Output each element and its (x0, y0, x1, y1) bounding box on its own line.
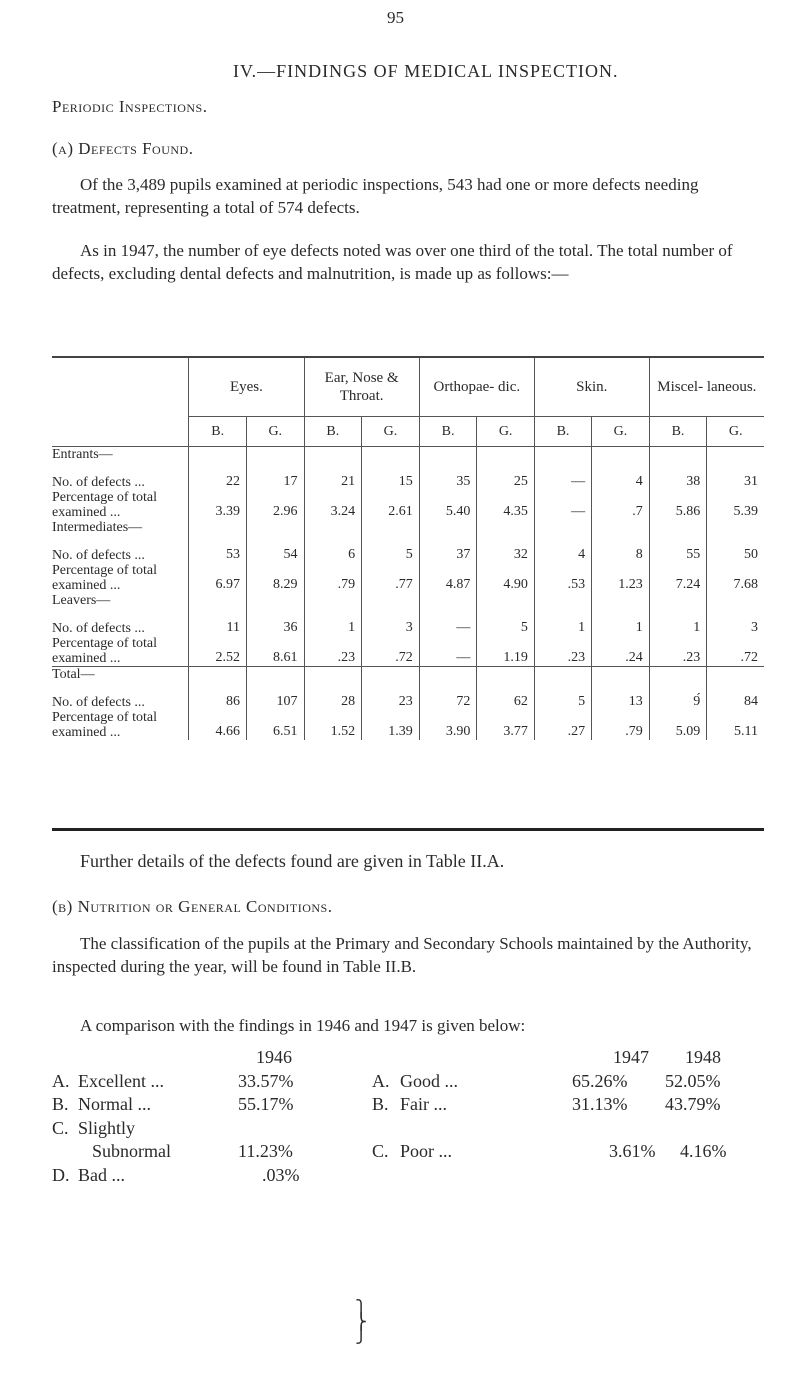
cell-value: 1 (649, 608, 707, 636)
comparison-value-1948: 52.05% (665, 1071, 721, 1091)
cell-value: .72 (362, 636, 420, 667)
cell-value: 53 (189, 535, 247, 563)
cell-value: 50 (744, 547, 758, 562)
comparison-letter: A. (52, 1071, 70, 1091)
table-group-header-row (52, 358, 764, 417)
cell-value: 54 (246, 535, 304, 563)
paragraph-comparison: A comparison with the findings in 1946 and 1947 is given below: (80, 1016, 526, 1035)
row-label: Percentage of total examined ... (52, 490, 189, 520)
cell-value: 1 (534, 608, 591, 636)
section-a-title: (a) Defects Found. (52, 139, 194, 158)
cell-value: 5 (534, 682, 591, 710)
cell-value: 107 (246, 682, 304, 710)
comparison-label: Slightly (78, 1118, 136, 1138)
cell-value: 8.61 (246, 636, 304, 667)
cell-value: .79 (592, 710, 650, 740)
cell-value: 23 (362, 682, 420, 710)
page-heading: IV.—FINDINGS OF MEDICAL INSPECTION. (233, 61, 619, 81)
cell-value: 37 (419, 535, 477, 563)
cell-value: 36 (246, 608, 304, 636)
cell-value: 3.77 (477, 710, 535, 740)
section-title-row (52, 593, 764, 608)
cell-value: 72 (419, 682, 477, 710)
comparison-label: Subnormal (92, 1141, 171, 1161)
cell-value: 3.39 (189, 490, 247, 520)
comparison-value-1947: 3.61% (609, 1141, 656, 1161)
table-row (52, 636, 764, 667)
section-title-row (52, 520, 764, 535)
cell-value: 1.23 (592, 563, 650, 593)
group-header-ent: Ear, Nose & Throat. (304, 358, 419, 417)
cell-value: 2.96 (246, 490, 304, 520)
row-label: Percentage of total examined ... (52, 563, 189, 593)
cell-value: 5.39 (733, 504, 758, 519)
cell-value: 5.09 (649, 710, 707, 740)
cell-value: 86 (189, 682, 247, 710)
cell-value: 1.39 (362, 710, 420, 740)
table-row (52, 563, 764, 593)
cell-value: 21 (304, 462, 362, 490)
cell-value: 22 (189, 462, 247, 490)
cell-value: 32 (477, 535, 535, 563)
comparison-label: Poor ... (400, 1141, 453, 1161)
corner-cell (52, 358, 189, 417)
cell-value: 35 (419, 462, 477, 490)
paragraph-further-details: Further details of the defects found are given in Table II.A. (80, 851, 505, 871)
section-title-row (52, 667, 764, 683)
cell-value: 2.52 (189, 636, 247, 667)
year-1947: 1947 (613, 1047, 649, 1067)
cell-value: 9́ (649, 682, 707, 710)
cell-value: 8 (592, 535, 650, 563)
comparison-value-1946: 33.57% (238, 1071, 294, 1091)
sub-header: G. (707, 417, 764, 447)
cell-value: 5.40 (419, 490, 477, 520)
comparison-value-1948: 43.79% (665, 1094, 721, 1114)
cell-value: 7.68 (733, 577, 758, 592)
sub-header: G. (592, 417, 650, 447)
cell-value: — (534, 462, 591, 490)
cell-value: 7.24 (649, 563, 707, 593)
comparison-label: Good ... (400, 1071, 458, 1091)
sub-header: B. (189, 417, 247, 447)
page-number: 95 (387, 8, 404, 27)
comparison-letter: D. (52, 1165, 70, 1185)
paragraph-classification: The classification of the pupils at the Primary and Secondary Schools maintained by the Authority, inspected during the year, will be found in Table II.B. (52, 934, 752, 976)
row-label: Percentage of total examined ... (52, 636, 189, 667)
cell-value: .77 (362, 563, 420, 593)
cell-value: — (419, 608, 477, 636)
cell-value: 1.52 (304, 710, 362, 740)
cell-value: 55 (649, 535, 707, 563)
cell-value: 5 (477, 608, 535, 636)
cell-value: 1.19 (477, 636, 535, 667)
cell-value: 4 (534, 535, 591, 563)
table-row (52, 535, 764, 563)
cell-value: .23 (534, 636, 591, 667)
group-header-eyes: Eyes. (189, 358, 304, 417)
comparison-letter: C. (372, 1141, 389, 1161)
cell-value: 62 (477, 682, 535, 710)
group-header-orthopaedic: Orthopae- dic. (419, 358, 534, 417)
cell-value: .23 (304, 636, 362, 667)
cell-value: 4.66 (189, 710, 247, 740)
cell-value: 4.35 (477, 490, 535, 520)
section-b-title: (b) Nutrition or General Conditions. (52, 897, 333, 916)
year-1946: 1946 (256, 1047, 292, 1067)
cell-value: .27 (534, 710, 591, 740)
cell-value: 4 (592, 462, 650, 490)
paragraph-pupils-examined: Of the 3,489 pupils examined at periodic inspections, 543 had one or more defects needing treatment, representing a total of 574 defects. (52, 175, 699, 217)
comparison-label: Bad ... (78, 1165, 125, 1185)
cell-value: 6 (304, 535, 362, 563)
cell-value: 1 (592, 608, 650, 636)
cell-value: — (534, 490, 591, 520)
sub-header: B. (649, 417, 707, 447)
row-label: Percentage of total examined ... (52, 710, 189, 740)
cell-value: 1 (304, 608, 362, 636)
brace-glyph: ⎫ ⎬ ⎭ (355, 1301, 367, 1344)
cell-value: 15 (362, 462, 420, 490)
comparison-letter: B. (52, 1094, 69, 1114)
cell-value: .72 (740, 650, 758, 665)
cell-value: 3.24 (304, 490, 362, 520)
section-title: Entrants— (52, 447, 189, 463)
cell-value: .79 (304, 563, 362, 593)
cell-value: 5.86 (649, 490, 707, 520)
cell-value: 8.29 (246, 563, 304, 593)
row-label: No. of defects ... (52, 608, 189, 636)
cell-value: 4.87 (419, 563, 477, 593)
cell-value: 4.90 (477, 563, 535, 593)
comparison-label: Normal ... (78, 1094, 151, 1114)
comparison-value-1947: 31.13% (572, 1094, 628, 1114)
cell-value: 17 (246, 462, 304, 490)
cell-value: 11 (189, 608, 247, 636)
section-title-row (52, 447, 764, 463)
section-title: Total— (52, 667, 189, 683)
cell-value: 6.51 (246, 710, 304, 740)
section-title: Intermediates— (52, 520, 189, 535)
comparison-letter: B. (372, 1094, 389, 1114)
table-row (52, 490, 764, 520)
group-header-skin: Skin. (534, 358, 649, 417)
table-body (52, 447, 764, 741)
table-row (52, 710, 764, 740)
comparison-label: Fair ... (400, 1094, 447, 1114)
cell-value: 5 (362, 535, 420, 563)
cell-value: 5.11 (734, 724, 758, 739)
cell-value: 38 (649, 462, 707, 490)
row-label: No. of defects ... (52, 682, 189, 710)
cell-value: .53 (534, 563, 591, 593)
comparison-value-1946: 55.17% (238, 1094, 294, 1114)
section-title: Leavers— (52, 593, 189, 608)
comparison-label: Excellent ... (78, 1071, 164, 1091)
cell-value: 3.90 (419, 710, 477, 740)
cell-value: 25 (477, 462, 535, 490)
row-label: No. of defects ... (52, 535, 189, 563)
sub-header: G. (477, 417, 535, 447)
defects-table (52, 358, 764, 740)
cell-value: — (419, 636, 477, 667)
sub-header: B. (419, 417, 477, 447)
cell-value: 28 (304, 682, 362, 710)
year-1948: 1948 (685, 1047, 721, 1067)
comparison-value-1947: 65.26% (572, 1071, 628, 1091)
cell-value: 13 (592, 682, 650, 710)
cell-value: 6.97 (189, 563, 247, 593)
comparison-value-1946: 11.23% (238, 1141, 293, 1161)
comparison-letter: C. (52, 1118, 69, 1138)
cell-value: 3 (751, 620, 758, 635)
cell-value: .24 (592, 636, 650, 667)
sub-header: G. (246, 417, 304, 447)
table-row (52, 682, 764, 710)
table-row (52, 462, 764, 490)
comparison-value-1946: .03% (262, 1165, 300, 1185)
cell-value: 3 (362, 608, 420, 636)
subheading: Periodic Inspections. (52, 97, 208, 116)
cell-value: 31 (744, 474, 758, 489)
comparison-value-1948: 4.16% (680, 1141, 727, 1161)
sub-header: B. (304, 417, 362, 447)
cell-value: 84 (744, 694, 758, 709)
paragraph-eye-defects: As in 1947, the number of eye defects noted was over one third of the total. The total number of defects, excluding dental defects and malnutrition, is made up as follows:— (52, 241, 733, 283)
cell-value: 2.61 (362, 490, 420, 520)
sub-header: G. (362, 417, 420, 447)
table-sex-header-row (52, 417, 764, 447)
table-row (52, 608, 764, 636)
comparison-letter: A. (372, 1071, 390, 1091)
cell-value: .7 (592, 490, 650, 520)
group-header-miscellaneous: Miscel- laneous. (657, 379, 757, 395)
sub-header: B. (534, 417, 591, 447)
row-label: No. of defects ... (52, 462, 189, 490)
table-bottom-rule (52, 828, 764, 831)
cell-value: .23 (649, 636, 707, 667)
